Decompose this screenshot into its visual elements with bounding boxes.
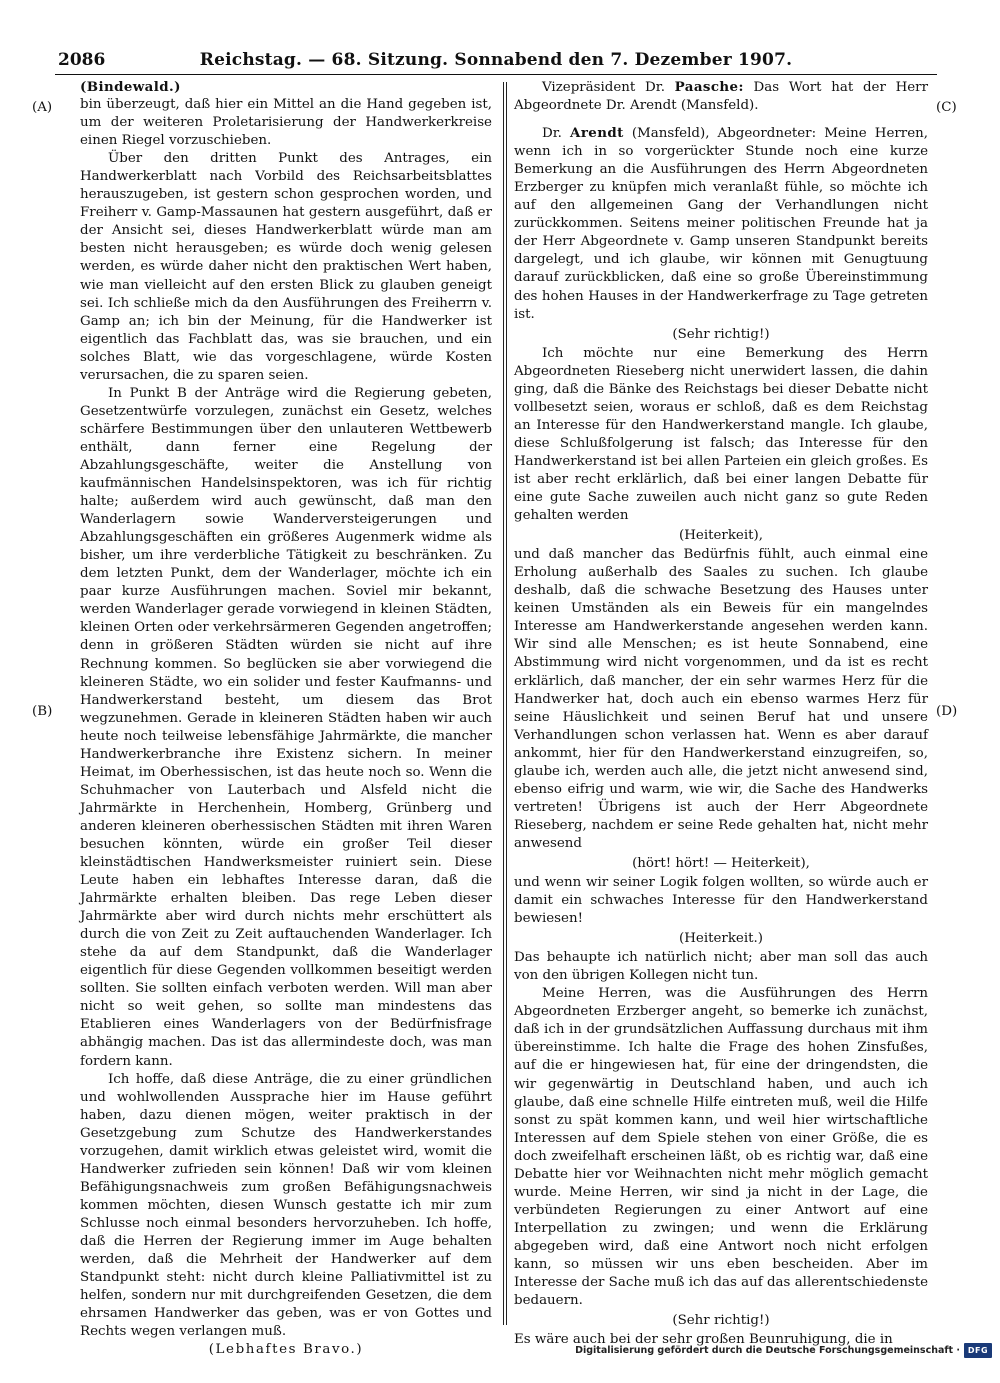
left-column	[80, 78, 492, 1358]
paragraph: Das behaupte ich natürlich nicht; aber man soll das auch von den übrigen Kollegen nicht tun.	[514, 950, 928, 984]
margin-marker-d: (D)	[936, 704, 958, 719]
footer-credit: Digitalisierung gefördert durch die Deutsche Forschungsgemeinschaft ·	[575, 1344, 960, 1356]
paragraph: Über den dritten Punkt des Antrages, ein Handwerkerblatt nach Vorbild des Reichsarbeitsblattes herauszugeben, ist gestern schon gesprochen worden, und Freiherr v. Gamp-Massaunen hat gestern ausgeführt, daß er der Ansicht sei, dieses Handwerkerblatt würde man am besten nicht herausgeben; es würde doch wenig gelesen werden, es würde daher nicht den praktischen Wert haben, wie man vielleicht auf den ersten Blick zu glauben geneigt sei. Ich schließe mich da den Ausführungen des Freiherrn v. Gamp an; ich bin der Meinung, für die Handwerker ist eigentlich das Fachblatt das, was sie brauchen, und ein solches Blatt, wie das vorgeschlagene, würde Kosten verursachen, die zu sparen seien.	[80, 151, 492, 383]
interjection: (Lebhaftes Bravo.)	[208, 1342, 364, 1358]
paragraph: Ich möchte nur eine Bemerkung des Herrn Abgeordneten Rieseberg nicht unerwidert lassen, die dahin ging, daß die Bänke des Reichstags bei dieser Debatte nicht vollbesetzt seien, woraus er schloß, daß es dem Reichstag an Interesse für den Handwerkerstand mangle. Ich glaube, diese Schlußfolgerung ist falsch; das Interesse für den Handwerkerstand ist bei allen Parteien ein gleich großes. Es ist aber recht erklärlich, daß bei einer langen Debatte für eine gute Sache zuweilen auch nicht ganz so gute Reden gehalten werden	[514, 345, 928, 524]
paragraph	[514, 78, 928, 115]
speaker-name: Arendt	[570, 125, 624, 142]
paragraph: und wenn wir seiner Logik folgen wollten, so würde auch er damit ein schwaches Interesse für den Handwerkerstand bewiesen!	[514, 875, 928, 927]
paragraph	[514, 124, 928, 324]
paragraph: Meine Herren, was die Ausführungen des Herrn Abgeordneten Erzberger angeht, so bemerke ich zunächst, daß ich in der grundsätzlichen Auffassung durchaus mit ihm übereinstimme. Ich halte die Frage des hohen Zinsfußes, auf die er hingewiesen hat, für eine der dringendsten, die wir gegenwärtig in Deutschland haben, und auch ich glaube, daß eine schnelle Hilfe eintreten muß, weil die Hilfe sonst zu spät kommen kann, und weil hier wirtschaftliche Interessen auf dem Spiele stehen von einer Größe, die es doch zweifelhaft erscheinen läßt, ob es richtig war, daß eine Debatte hier vor Weihnachten nicht mehr möglich gemacht wurde. Meine Herren, wir sind ja nicht in der Lage, die verbündeten Regierungen zu einer Antwort auf eine Interpellation zu zwingen; und wenn die Erklärung abgegeben wird, daß eine Antwort noch nicht erfolgen kann, so müssen wir uns eben bescheiden. Aber im Interesse der Sache muß ich das auf das allerentschiedenste bedauern.	[514, 986, 928, 1309]
page-header	[55, 50, 937, 75]
paragraph: In Punkt B der Anträge wird die Regierung gebeten, Gesetzentwürfe vorzulegen, zunächst ein Gesetz, welches schärfere Bestimmungen über den unlauteren Wettbewerb enthält, dann ferner eine Regelung der Abzahlungsgeschäfte, weiter die Anstellung von kaufmännischen Handelsinspektoren, was ich für richtig halte; außerdem wird auch gewünscht, daß man den Wanderlagern sowie Wanderversteigerungen und Abzahlungsgeschäften ein größeres Augenmerk widme als bisher, um ihre verderbliche Tätigkeit zu beschränken. Zu dem letzten Punkt, dem der Wanderlager, möchte ich ein paar kurze Ausführungen machen. Soviel mir bekannt, werden Wanderlager gerade vorwiegend in kleinen Städten, kleinen Orten oder verkehrsärmeren Gegenden angetroffen; denn in größeren Städten würden sie nicht auf ihre Rechnung kommen. So beglücken sie aber vorwiegend die kleineren Städte, wo ein solider und fester Kaufmanns- und Handwerkerstand besteht, um diesem das Brot wegzunehmen. Gerade in kleineren Städten haben wir auch heute noch teilweise lebensfähige Jahrmärkte, die mancher Handwerkerbranche ihre Existenz sichern. In meiner Heimat, im Oberhessischen, ist das heute noch so. Wenn die Schuhmacher von Lauterbach und Alsfeld nicht die Jahrmärkte in Herchenhein, Homberg, Grünberg und anderen kleineren oberhessischen Städten mit ihren Waren besuchen könnten, würde ein großer Teil dieser kleinstädtischen Handwerksmeister ruiniert sein. Diese Leute haben ein lebhaftes Interesse daran, daß die Jahrmärkte erhalten bleiben. Das rege Leben dieser Jahrmärkte aber wird durch nichts mehr erschüttert als durch die von Zeit zu Zeit auftauchenden Wanderlager. Ich stehe da auf dem Standpunkt, daß die Wanderlager eigentlich für diese Gegenden vollkommen beseitigt werden sollten. Sie sollten einfach verboten werden. Will man aber nicht so weit gehen, so sollte man mindestens das Etablieren eines Wanderlagers von der Bedürfnisfrage abhängig machen. Das ist das allermindeste doch, was man fordern kann.	[80, 385, 492, 1069]
digitization-footer	[575, 1339, 992, 1361]
running-title: Reichstag. — 68. Sitzung. Sonnabend den 7. Dezember 1907.	[199, 50, 793, 70]
paragraph-text: (Mansfeld), Abgeordneter: Meine Herren, wenn ich in so vorgerückter Stunde noch eine kurze Bemerkung an die Ausführungen des Herrn Abgeordneten Erzberger zu knüpfen mich veranlaßt fühle, so möchte ich auf den allgemeinen Gang der Verhandlungen nicht zurückkommen. Seitens meiner politischen Freunde hat ja der Herr Abgeordnete v. Gamp unseren Standpunkt bereits dargelegt, und ich glaube, wir können mit Genugtuung darauf zurückblicken, daß eine so große Übereinstimmung des hohen Hauses in der Handwerkerfrage zu Tage getreten ist.	[514, 126, 929, 322]
speaker-tag: (Bindewald.)	[80, 79, 181, 95]
interjection: (Sehr richtig!)	[672, 1313, 770, 1329]
margin-marker-a: (A)	[32, 100, 53, 115]
speaker-title: Vizepräsident Dr.	[542, 80, 675, 95]
page-number: 2086	[58, 50, 106, 70]
paragraph: bin überzeugt, daß hier ein Mittel an die Hand gegeben ist, um der weiteren Proletarisierung der Handwerkerkreise einen Riegel vorzuschieben.	[80, 97, 492, 149]
interjection: (Heiterkeit.)	[679, 931, 763, 947]
paragraph: Es wäre auch bei der sehr großen Beunruhigung, die in	[514, 1332, 893, 1348]
dfg-logo-icon: DFG	[964, 1343, 992, 1358]
paragraph: und daß mancher das Bedürfnis fühlt, auch einmal eine Erholung außerhalb des Saales zu suchen. Ich glaube deshalb, daß die schwache Besetzung des Hauses unter keinen Umständen als ein Beweis für ein mangelndes Interesse am Handwerkerstande angesehen werden kann. Wir sind alle Menschen; es ist heute Sonnabend, eine Abstimmung wird nicht vorgenommen, und da ist es recht erklärlich, daß mancher, der ein sehr warmes Herz für die Handwerker hat, doch auch ein ebenso warmes Herz für seine Häuslichkeit und seinen Beruf hat und unsere Verhandlungen schon verlassen hat. Wenn es aber darauf ankommt, hier für den Handwerkerstand einzugreifen, so, glaube ich, werden auch alle, die jetzt nicht anwesend sind, ebenso eifrig und warm, wie wir, die Sache des Handwerks vertreten! Übrigens ist auch der Herr Abgeordnete Rieseberg, nachdem er seine Rede gehalten hat, nicht mehr anwesend	[514, 547, 928, 851]
interjection: (hört! hört! — Heiterkeit),	[632, 855, 810, 871]
right-column	[514, 78, 929, 1348]
margin-marker-b: (B)	[32, 704, 53, 719]
speaker-name: Paasche:	[674, 79, 744, 95]
interjection: (Heiterkeit),	[679, 528, 763, 544]
margin-marker-c: (C)	[936, 100, 957, 115]
paragraph-text: Das Wort hat der Herr Abgeordnete Dr. Arendt (Mansfeld).	[514, 80, 928, 114]
paragraph: Ich hoffe, daß diese Anträge, die zu einer gründlichen und wohlwollenden Aussprache hier im Hause geführt haben, dazu dienen mögen, weiter praktisch in der Gesetzgebung zum Schutze des Handwerkerstandes vorzugehen, damit wirklich etwas geleistet wird, womit die Handwerker zufrieden sein können! Daß wir vom kleinen Befähigungsnachweis zum großen Befähigungsnachweis kommen möchten, diesen Wunsch gestatte ich mir zum Schlusse noch einmal besonders hervorzuheben. Ich hoffe, daß die Herren der Regierung immer im Auge behalten werden, daß die Mehrheit der Handwerker auf dem Standpunkt steht: nicht durch kleine Palliativmittel ist zu helfen, sondern nur mit durchgreifenden Gesetzen, die dem ehrsamen Handwerker das geben, was er von Gottes und Rechts wegen verlangen muß.	[80, 1071, 492, 1340]
speaker-title: Dr.	[542, 126, 571, 142]
column-divider	[503, 82, 504, 1325]
interjection: (Sehr richtig!)	[672, 326, 770, 342]
column-divider-inner	[506, 82, 507, 1325]
